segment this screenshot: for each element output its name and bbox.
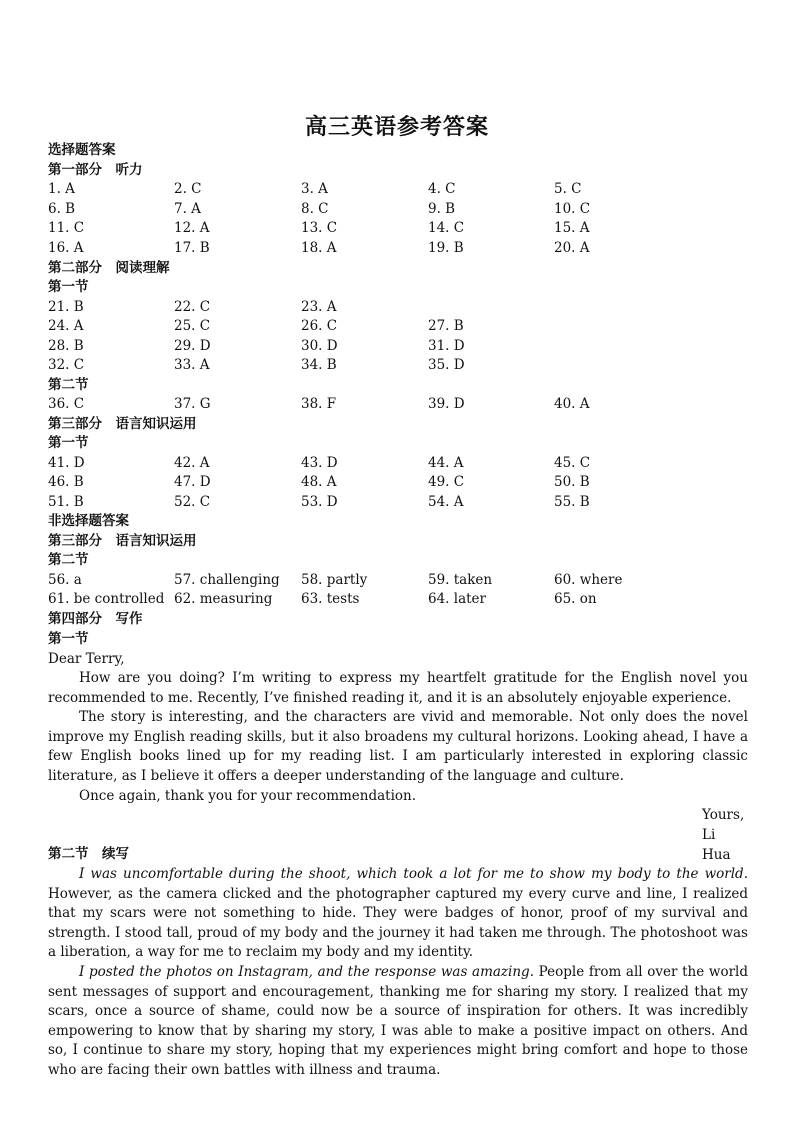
answer-item: 41. D <box>48 455 85 471</box>
letter-paragraph-2: The story is interesting, and the characters are vivid and memorable. Not only does the novel improve my English reading skills, but it also broadens my cultural horizons. Looking ahead, I have a few English books lined up for my reading list. I am particularly interested in exploring classic literature, as I believe it offers a deeper understanding of the language and culture. <box>48 709 748 784</box>
part2-sec1: 第一节 <box>48 279 89 295</box>
non-mc-header: 非选择题答案 <box>48 513 129 529</box>
page-title: 高三英语参考答案 <box>304 114 489 140</box>
part1-heading: 第一部分 听力 <box>48 162 143 178</box>
answer-item: 23. A <box>301 299 337 315</box>
answer-item: 32. C <box>48 357 85 373</box>
answer-item: 7. A <box>174 201 201 217</box>
answer-item: 1. A <box>48 181 75 197</box>
answer-item: 49. C <box>428 474 465 490</box>
part4-sec1: 第一节 <box>48 631 89 647</box>
answer-item: 8. C <box>301 201 329 217</box>
answer-item: 4. C <box>428 181 456 197</box>
answer-item: 56. a <box>48 572 82 588</box>
answer-item: 51. B <box>48 494 84 510</box>
answer-item: 21. B <box>48 299 84 315</box>
answer-item: 29. D <box>174 338 211 354</box>
answer-item: 48. A <box>301 474 337 490</box>
letter-signature: Li Hua <box>702 827 731 863</box>
answer-item: 13. C <box>301 220 338 236</box>
answer-item: 31. D <box>428 338 465 354</box>
answer-item: 25. C <box>174 318 211 334</box>
continuation-paragraph-2 <box>48 963 748 1081</box>
answer-item: 34. B <box>301 357 337 373</box>
answer-item: 26. C <box>301 318 338 334</box>
answer-item: 2. C <box>174 181 202 197</box>
answer-item: 37. G <box>174 396 211 412</box>
answer-item: 19. B <box>428 240 464 256</box>
answer-item: 39. D <box>428 396 465 412</box>
answer-item: 59. taken <box>428 572 493 588</box>
answer-item: 16. A <box>48 240 84 256</box>
answer-item: 33. A <box>174 357 210 373</box>
answer-item: 54. A <box>428 494 464 510</box>
answer-item: 60. where <box>554 572 623 588</box>
answer-item: 12. A <box>174 220 210 236</box>
part3-heading: 第三部分 语言知识运用 <box>48 416 197 432</box>
answer-item: 38. F <box>301 396 337 412</box>
continuation-body-2: People from all over the world sent messages of support and encouragement, thanking me for sharing my story. I realized that my scars, once a source of shame, could now be a source of inspiration for others. It was incredibly empowering to know that by sharing my story, I was able to make a positive impact on others. And so, I continue to share my story, hoping that my experiences might bring comfort and hope to those who are facing their own battles with illness and trauma. <box>48 964 748 1078</box>
answer-item: 17. B <box>174 240 210 256</box>
answer-item: 18. A <box>301 240 337 256</box>
answer-item: 63. tests <box>301 591 360 607</box>
answer-item: 27. B <box>428 318 464 334</box>
mc-header: 选择题答案 <box>48 142 116 158</box>
answer-item: 20. A <box>554 240 590 256</box>
answer-item: 47. D <box>174 474 211 490</box>
answer-item: 50. B <box>554 474 590 490</box>
answer-item: 36. C <box>48 396 85 412</box>
answer-item: 65. on <box>554 591 597 607</box>
answer-item: 45. C <box>554 455 591 471</box>
answer-item: 5. C <box>554 181 582 197</box>
part3b-sec2: 第二节 <box>48 552 89 568</box>
answer-item: 6. B <box>48 201 76 217</box>
part3b-heading: 第三部分 语言知识运用 <box>48 533 197 549</box>
answer-item: 55. B <box>554 494 590 510</box>
answer-item: 9. B <box>428 201 456 217</box>
answer-item: 42. A <box>174 455 210 471</box>
continuation-body-1: However, as the camera clicked and the photographer captured my every curve and line, I realized that my scars were not something to hide. They were badges of honor, proof of my survival and strength. I stood tall, proud of my body and the journey it had taken me through. The photoshoot was a liberation, a way for me to reclaim my body and my identity. <box>48 885 748 961</box>
answer-item: 15. A <box>554 220 590 236</box>
answer-item: 61. be controlled <box>48 591 165 607</box>
part2-sec2: 第二节 <box>48 377 89 393</box>
continuation-lead-1: I was uncomfortable during the shoot, which took a lot for me to show my body to the world. <box>79 866 748 882</box>
letter-greeting: Dear Terry, <box>48 651 125 667</box>
part3-sec1: 第一节 <box>48 435 89 451</box>
answer-item: 64. later <box>428 591 486 607</box>
answer-item: 52. C <box>174 494 211 510</box>
answer-item: 40. A <box>554 396 590 412</box>
letter-paragraph-3: Once again, thank you for your recommendation. <box>79 788 417 804</box>
part4-heading: 第四部分 写作 <box>48 611 143 627</box>
continuation-lead-2: I posted the photos on Instagram, and the response was amazing. <box>79 964 534 980</box>
answer-item: 53. D <box>301 494 338 510</box>
letter-closing: Yours, <box>702 807 745 823</box>
answer-item: 10. C <box>554 201 591 217</box>
answer-item: 46. B <box>48 474 84 490</box>
answer-item: 14. C <box>428 220 465 236</box>
answer-item: 62. measuring <box>174 591 273 607</box>
answer-item: 24. A <box>48 318 84 334</box>
answer-item: 28. B <box>48 338 84 354</box>
letter-paragraph-1: How are you doing? I’m writing to express my heartfelt gratitude for the English novel you recommended to me. Recently, I’ve finished reading it, and it is an absolutely enjoyable experience. <box>48 670 748 706</box>
answer-item: 43. D <box>301 455 338 471</box>
answer-item: 30. D <box>301 338 338 354</box>
answer-item: 11. C <box>48 220 85 236</box>
answer-item: 22. C <box>174 299 211 315</box>
answer-item: 35. D <box>428 357 465 373</box>
continuation-paragraph-1 <box>48 865 748 963</box>
part2-heading: 第二部分 阅读理解 <box>48 260 170 276</box>
answer-item: 57. challenging <box>174 572 280 588</box>
part4-sec2: 第二节 续写 <box>48 846 129 862</box>
answer-item: 58. partly <box>301 572 368 588</box>
answer-item: 3. A <box>301 181 328 197</box>
answer-item: 44. A <box>428 455 464 471</box>
